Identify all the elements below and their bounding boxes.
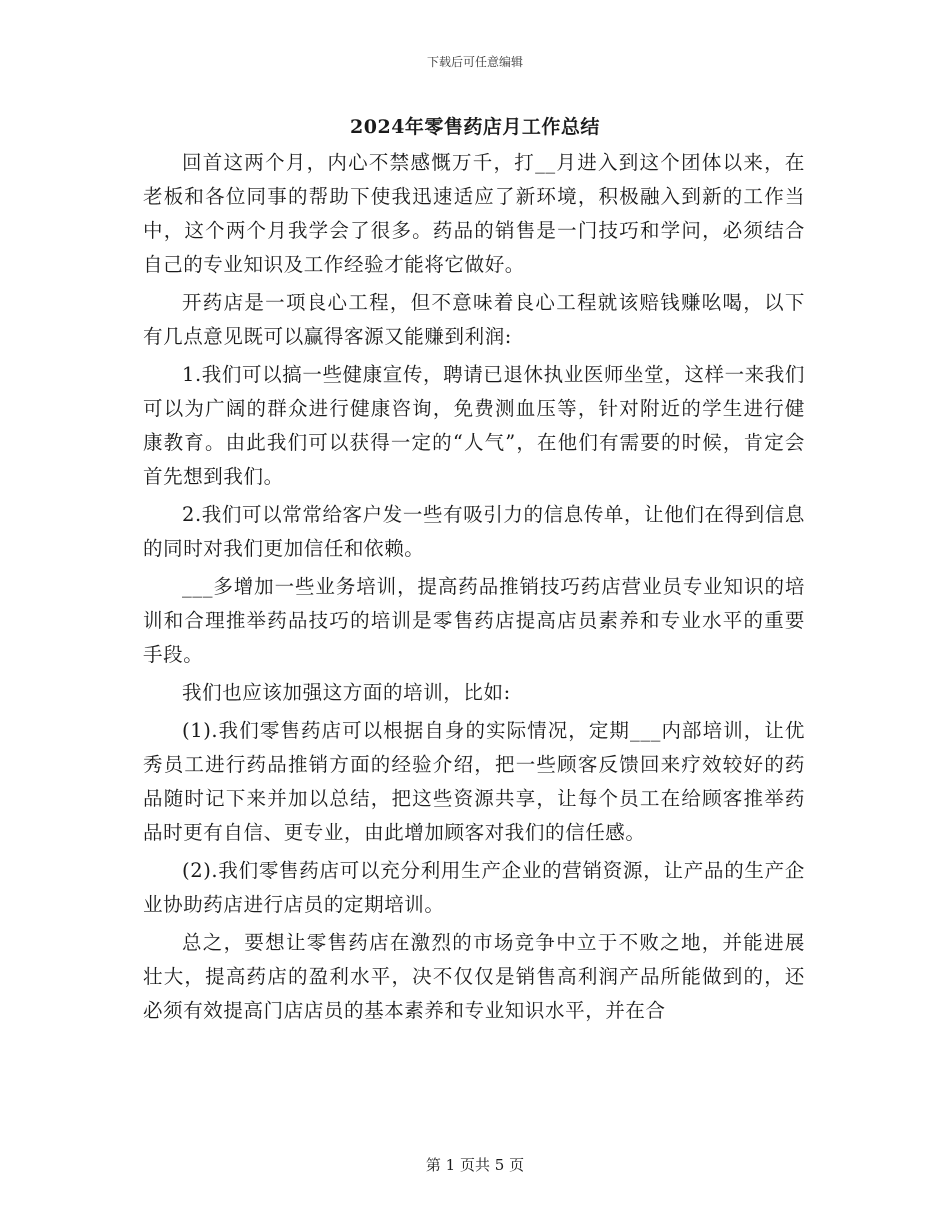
document-title: 2024年零售药店月工作总结 <box>350 116 600 138</box>
page-footer: 第 1 页共 5 页 <box>425 1156 525 1174</box>
paragraph-sub-2: (2).我们零售药店可以充分利用生产企业的营销资源，让产品的生产企业协助药店进行店员的定期培训。 <box>143 859 805 916</box>
paragraph-conclusion: 总之，要想让零售药店在激烈的市场竞争中立于不败之地，并能进展壮大，提高药店的盈利水平，决不仅仅是销售高利润产品所能做到的，还必须有效提高门店店员的基本素养和专业知识水平，并在合 <box>143 931 805 1022</box>
header-note: 下载后可任意编辑 <box>426 55 523 69</box>
paragraph-point-2: 2.我们可以常常给客户发一些有吸引力的信息传单，让他们在得到信息的同时对我们更加信任和依赖。 <box>143 503 805 560</box>
document-body <box>143 146 805 1032</box>
paragraph-intro: 回首这两个月，内心不禁感慨万千，打__月进入到这个团体以来，在老板和各位同事的帮助下使我迅速适应了新环境，积极融入到新的工作当中，这个两个月我学会了很多。药品的销售是一门技巧和学问，必须结合自己的专业知识及工作经验才能将它做好。 <box>143 151 805 276</box>
paragraph-point-3: ___多增加一些业务培训，提高药品推销技巧药店营业员专业知识的培训和合理推举药品技巧的培训是零售药店提高店员素养和专业水平的重要手段。 <box>143 575 805 666</box>
paragraph-point-1: 1.我们可以搞一些健康宣传，聘请已退休执业医师坐堂，这样一来我们可以为广阔的群众进行健康咨询，免费测血压等，针对附近的学生进行健康教育。由此我们可以获得一定的“人气”，在他们有需要的时候，肯定会首先想到我们。 <box>143 363 805 488</box>
paragraph-opinion: 开药店是一项良心工程，但不意味着良心工程就该赔钱赚吆喝，以下有几点意见既可以赢得客源又能赚到利润: <box>143 291 805 348</box>
paragraph-training: 我们也应该加强这方面的培训，比如: <box>182 681 511 704</box>
paragraph-sub-1: (1).我们零售药店可以根据自身的实际情况，定期___内部培训，让优秀员工进行药品推销方面的经验介绍，把一些顾客反馈回来疗效较好的药品随时记下来并加以总结，把这些资源共享，让每个员工在给顾客推举药品时更有自信、更专业，由此增加顾客对我们的信任感。 <box>143 719 805 844</box>
